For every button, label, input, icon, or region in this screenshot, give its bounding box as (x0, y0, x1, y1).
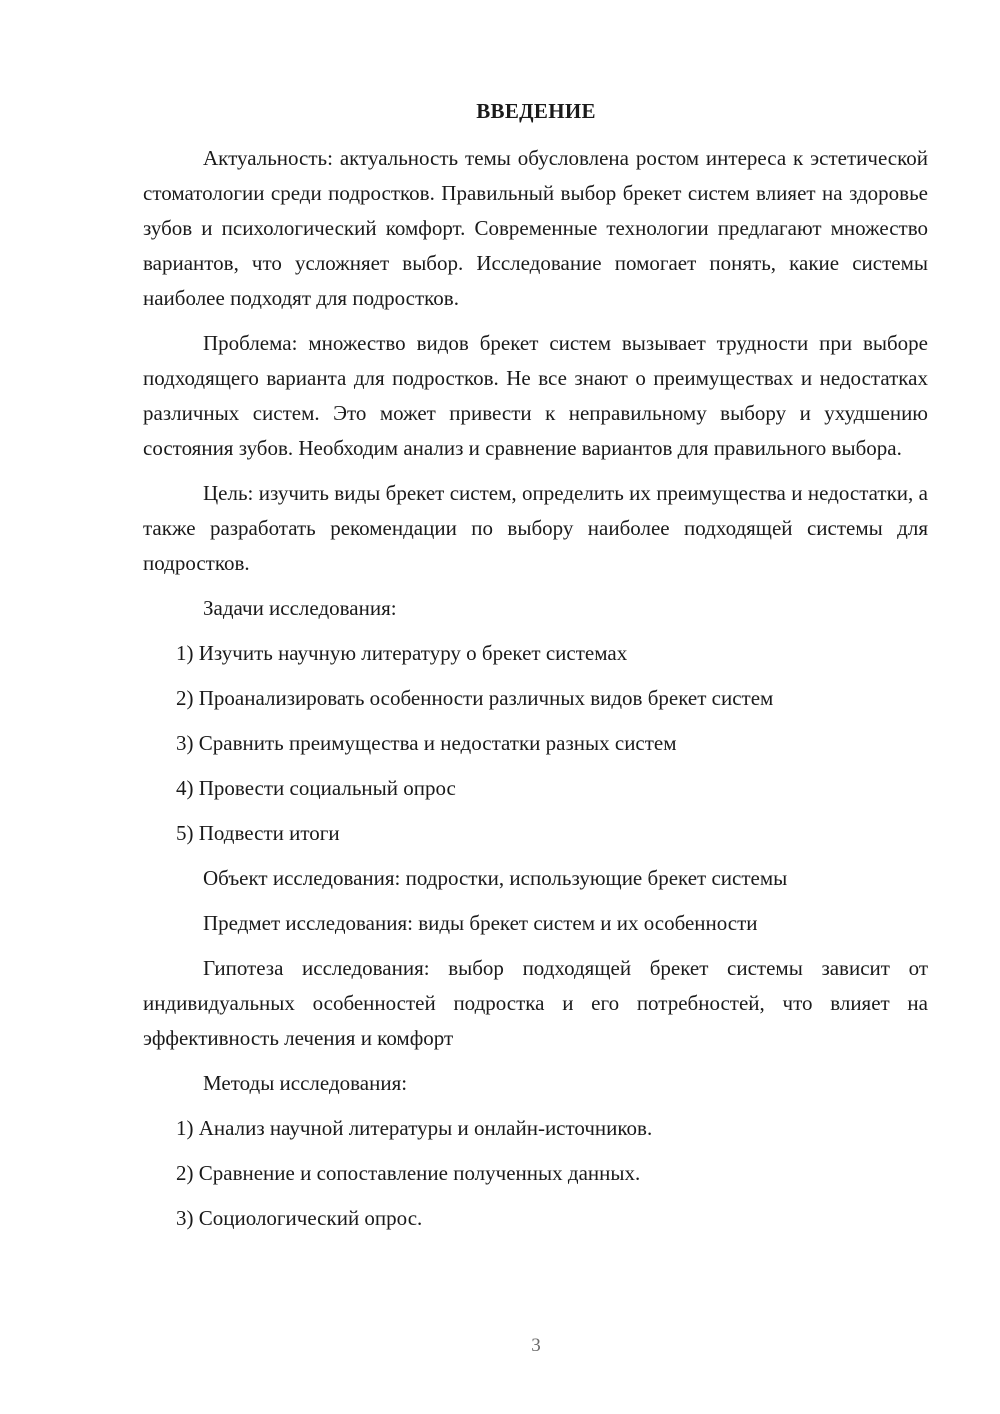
method-item: 3) Социологический опрос. (176, 1206, 423, 1230)
method-item: 1) Анализ научной литературы и онлайн-источников. (176, 1116, 653, 1140)
tasks-heading: Задачи исследования: (203, 596, 397, 620)
methods-heading: Методы исследования: (203, 1071, 408, 1095)
section-body (143, 141, 928, 1246)
subject-paragraph: Предмет исследования: виды брекет систем и их особенности (203, 911, 758, 935)
task-item: 1) Изучить научную литературу о брекет системах (176, 641, 628, 665)
section-title: ВВЕДЕНИЕ (476, 99, 596, 123)
task-item: 5) Подвести итоги (176, 821, 340, 845)
relevance-paragraph: Актуальность: актуальность темы обусловлена ростом интереса к эстетической стоматологии среди подростков. Правильный выбор брекет систем влияет на здоровье зубов и психологический комфорт. Современные технологии предлагают множество вариантов, что усложняет выбор. Исследование помогает понять, какие системы наиболее подходят для подростков. (143, 146, 928, 310)
page-number: 3 (531, 1335, 541, 1356)
hypothesis-paragraph: Гипотеза исследования: выбор подходящей брекет системы зависит от индивидуальных особенностей подростка и его потребностей, что влияет на эффективность лечения и комфорт (143, 956, 928, 1050)
task-item: 3) Сравнить преимущества и недостатки разных систем (176, 731, 677, 755)
object-paragraph: Объект исследования: подростки, использующие брекет системы (203, 866, 788, 890)
goal-paragraph: Цель: изучить виды брекет систем, определить их преимущества и недостатки, а также разработать рекомендации по выбору наиболее подходящей системы для подростков. (143, 481, 928, 575)
method-item: 2) Сравнение и сопоставление полученных данных. (176, 1161, 641, 1185)
problem-paragraph: Проблема: множество видов брекет систем вызывает трудности при выборе подходящего варианта для подростков. Не все знают о преимуществах и недостатках различных систем. Это может привести к неправильному выбору и ухудшению состояния зубов. Необходим анализ и сравнение вариантов для правильного выбора. (143, 331, 928, 460)
task-item: 2) Проанализировать особенности различных видов брекет систем (176, 686, 774, 710)
task-item: 4) Провести социальный опрос (176, 776, 456, 800)
